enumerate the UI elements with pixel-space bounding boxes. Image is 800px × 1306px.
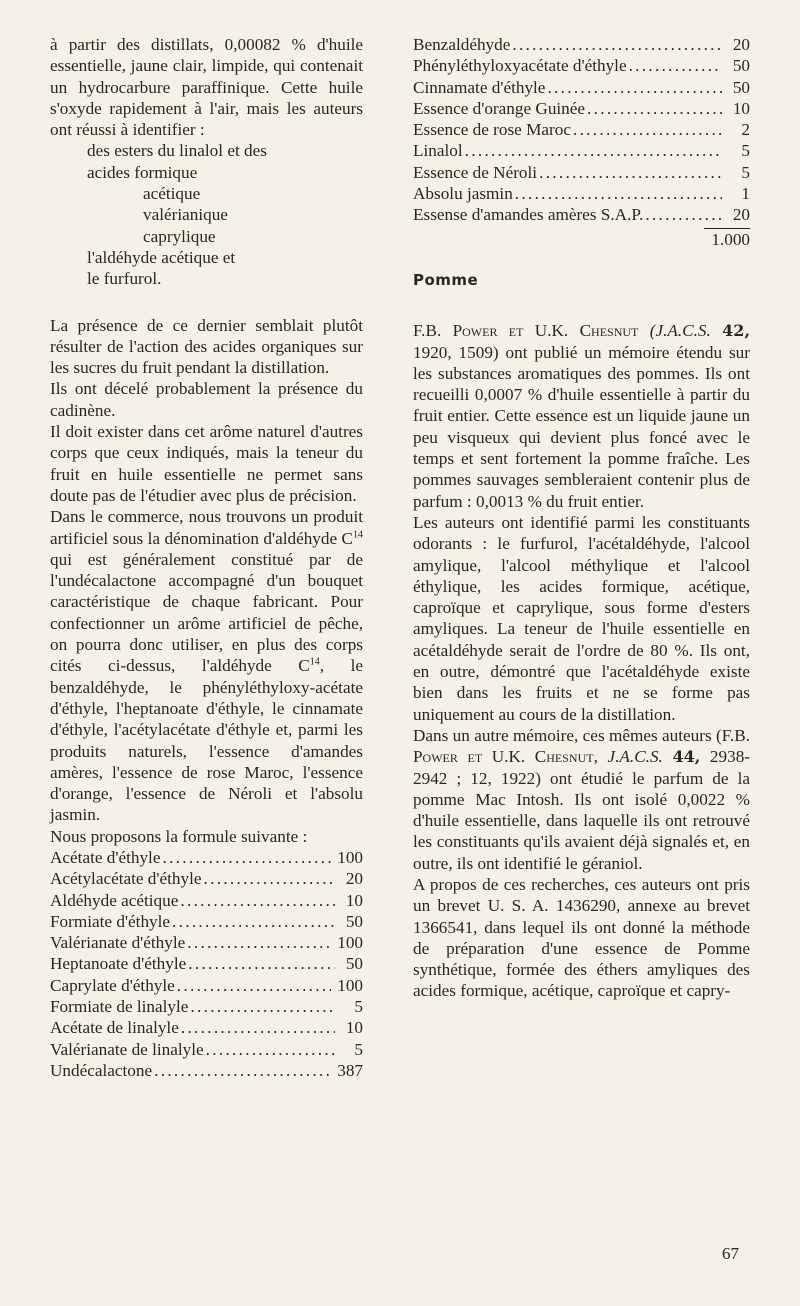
paragraph: La présence de ce dernier semblait plutôt résulter de l'action des acides organiques sur les sucres du fruit pendant la distillation. — [50, 315, 363, 378]
formula-row — [50, 911, 363, 932]
formula-table — [50, 847, 363, 1081]
ingredient-name: Essence d'orange Guinée — [413, 98, 586, 118]
formula-row — [413, 119, 750, 140]
formula-intro: Nous proposons la formule suivante : — [50, 826, 308, 846]
ingredient-name: Formiate de linalyle — [50, 997, 189, 1017]
formula-row — [50, 847, 363, 868]
list-item: acétique — [143, 184, 201, 204]
leader-dots — [181, 1017, 335, 1038]
ingredient-name: Cinnamate d'éthyle — [413, 77, 546, 97]
page-number: 67 — [722, 1244, 739, 1263]
ingredient-name: Absolu jasmin — [413, 184, 513, 204]
formula-table — [413, 34, 750, 226]
paragraph: Les auteurs ont identifié parmi les constituants odorants : le furfurol, l'acétaldéhyde, l'alcool amylique, l'alcool méthylique et l'alcool éthylique, les acides formique, acétique, caproïque et caprylique, sous forme d'esters amyliques. La teneur de l'huile essentielle en acétaldéhyde serait de l'ordre de 80 %. Ils ont, en outre, démontré que l'acétaldéhyde existe bien dans les fruits et ne se forme pas uniquement au cours de la distillation. — [413, 512, 750, 724]
leader-dots — [515, 183, 722, 204]
leader-dots — [187, 932, 331, 953]
formula-row — [413, 204, 750, 225]
ingredient-name: Linalol — [413, 141, 463, 161]
formula-row — [50, 975, 363, 996]
ingredient-quantity: 10 — [345, 1018, 363, 1038]
leader-dots — [180, 890, 335, 911]
ingredient-quantity: 5 — [741, 141, 750, 161]
leader-dots — [573, 119, 722, 140]
formula-row — [413, 34, 750, 55]
ingredient-name: Phényléthyloxyacétate d'éthyle — [413, 56, 627, 76]
paragraph: A propos de ces recherches, ces auteurs ont pris un brevet U. S. A. 1436290, annexe au brevet 1366541, dans lequel ils ont donné la méthode de préparation d'une essence de Pomme synthétique, formée des éthers amyliques des acides formique, acétique, caproïque et capry- — [413, 874, 750, 1001]
leader-dots — [206, 1039, 335, 1060]
formula-row — [50, 932, 363, 953]
leader-dots — [645, 204, 722, 225]
leader-dots — [465, 140, 722, 161]
leader-dots — [539, 162, 722, 183]
ingredient-quantity: 20 — [732, 205, 750, 225]
paragraph: Il doit exister dans cet arôme naturel d'autres corps que ceux indiqués, mais la teneur du fruit en huile essentielle ne permet sans doute pas de l'étudier avec plus de précision. — [50, 422, 363, 505]
leader-dots — [204, 868, 336, 889]
intro-paragraph: à partir des distillats, 0,00082 % d'huile essentielle, jaune clair, limpide, qui contenait un hydrocarbure paraffinique. Cette huile s'oxyde rapidement à l'air, mais les auteurs ont réussi à identifier : — [50, 35, 363, 140]
ingredient-quantity: 387 — [337, 1060, 363, 1080]
ingredient-quantity: 50 — [345, 954, 363, 974]
leader-dots — [190, 996, 335, 1017]
formula-row — [50, 1039, 363, 1060]
ingredient-quantity: 50 — [732, 77, 750, 97]
ingredient-quantity: 2 — [741, 120, 750, 140]
ingredient-name: Undécalactone — [50, 1060, 153, 1080]
ingredient-name: Benzaldéhyde — [413, 35, 511, 54]
leader-dots — [188, 953, 335, 974]
ingredient-name: Aldéhyde acétique — [50, 890, 179, 910]
formula-row — [50, 996, 363, 1017]
ingredient-name: Essence de Néroli — [413, 162, 538, 182]
ingredient-quantity: 50 — [732, 56, 750, 76]
left-column — [50, 34, 363, 1081]
list-item: l'aldéhyde acétique et — [87, 247, 236, 267]
ingredient-name: Acétate d'éthyle — [50, 847, 161, 867]
ingredient-quantity: 20 — [732, 35, 750, 54]
ingredient-name: Heptanoate d'éthyle — [50, 954, 187, 974]
ingredient-quantity: 100 — [337, 933, 363, 953]
formula-row — [50, 868, 363, 889]
leader-dots — [547, 77, 722, 98]
section-heading: Pomme — [413, 270, 479, 289]
list-item: acides formique — [87, 162, 198, 182]
formula-row — [413, 140, 750, 161]
ingredient-name: Valérianate d'éthyle — [50, 933, 186, 953]
ingredient-quantity: 5 — [354, 1039, 363, 1059]
leader-dots — [162, 847, 331, 868]
ingredient-name: Essence de rose Maroc — [413, 120, 571, 140]
ingredient-name: Formiate d'éthyle — [50, 911, 171, 931]
formula-row — [50, 953, 363, 974]
ingredient-quantity: 50 — [345, 911, 363, 931]
paragraph: Dans le commerce, nous trouvons un produit artificiel sous la dénomination d'aldéhyde $C^{14}$ qui est généralement constitué par de l'undécalactone accompagné d'un bouquet caractéristique de chaque fabricant. Pour confectionner un arôme artificiel de pêche, on pourra donc utiliser, en plus des corps cités ci-dessus, l'aldéhyde $C^{14}$, le benzaldéhyde, le phényléthyloxy-acétate d'éthyle, l'heptanoate d'éthyle, le cinnamate d'éthyle, l'acétylacétate d'éthyle et, parmi les produits naturels, l'essence d'amandes amères, l'essence de rose Maroc, l'essence d'orange, l'essence de Néroli et l'absolu jasmin. — [50, 507, 363, 825]
ingredient-quantity: 1 — [741, 184, 750, 204]
formula-row — [50, 1060, 363, 1081]
formula-total: 1.000 — [711, 229, 750, 249]
formula-row — [413, 183, 750, 204]
ingredient-quantity: 5 — [354, 997, 363, 1017]
superscript: 14 — [353, 528, 363, 540]
leader-dots — [629, 55, 722, 76]
leader-dots — [587, 98, 722, 119]
ingredient-quantity: 10 — [345, 890, 363, 910]
leader-dots — [512, 34, 722, 55]
list-item: valérianique — [143, 205, 228, 225]
ingredient-name: Valérianate de linalyle — [50, 1039, 204, 1059]
list-item: caprylique — [143, 226, 216, 246]
list-item: le furfurol. — [87, 269, 162, 289]
ingredient-quantity: 100 — [337, 847, 363, 867]
ingredient-quantity: 5 — [741, 162, 750, 182]
formula-row — [50, 1017, 363, 1038]
formula-row — [413, 55, 750, 76]
ingredient-name: Acétate de linalyle — [50, 1018, 179, 1038]
paragraph: F.B. Power et U.K. Chesnut (J.A.C.S. 42, 1920, 1509) ont publié un mémoire étendu sur les substances aromatiques des pommes. Ils ont recueilli 0,0007 % d'huile essentielle à partir du fruit entier. Cette essence est un liquide jaune un peu visqueux qui devient plus foncé avec le temps et sent fortement la pomme fraîche. Les pommes sauvages sembleraient contenir plus de parfum : 0,0013 % du fruit entier. — [413, 321, 751, 511]
formula-row — [50, 890, 363, 911]
ingredient-quantity: 100 — [337, 975, 363, 995]
paragraph: Dans un autre mémoire, ces mêmes auteurs (F.B. Power et U.K. Chesnut, J.A.C.S. 44, 2938-2942 ; 12, 1922) ont étudié le parfum de la pomme Mac Intosh. Ils ont isolé 0,0022 % d'huile essentielle, dans laquelle ils ont retrouvé les constituants qu'ils avaient déjà signalés et, en outre, ils ont identifié le géraniol. — [413, 725, 751, 873]
formula-row — [413, 98, 750, 119]
paragraph: Ils ont décelé probablement la présence du cadinène. — [50, 379, 363, 420]
identified-list — [50, 140, 363, 289]
leader-dots — [177, 975, 331, 996]
ingredient-name: Caprylate d'éthyle — [50, 975, 175, 995]
formula-row — [413, 77, 750, 98]
right-column — [413, 34, 750, 1002]
ingredient-quantity: 20 — [345, 869, 363, 889]
formula-row — [413, 162, 750, 183]
superscript: 14 — [309, 656, 320, 668]
ingredient-name: Essense d'amandes amères S.A.P. — [413, 205, 644, 225]
leader-dots — [154, 1060, 331, 1081]
list-item: des esters du linalol et des — [87, 141, 267, 161]
leader-dots — [172, 911, 335, 932]
ingredient-quantity: 10 — [732, 98, 750, 118]
ingredient-name: Acétylacétate d'éthyle — [50, 869, 202, 889]
